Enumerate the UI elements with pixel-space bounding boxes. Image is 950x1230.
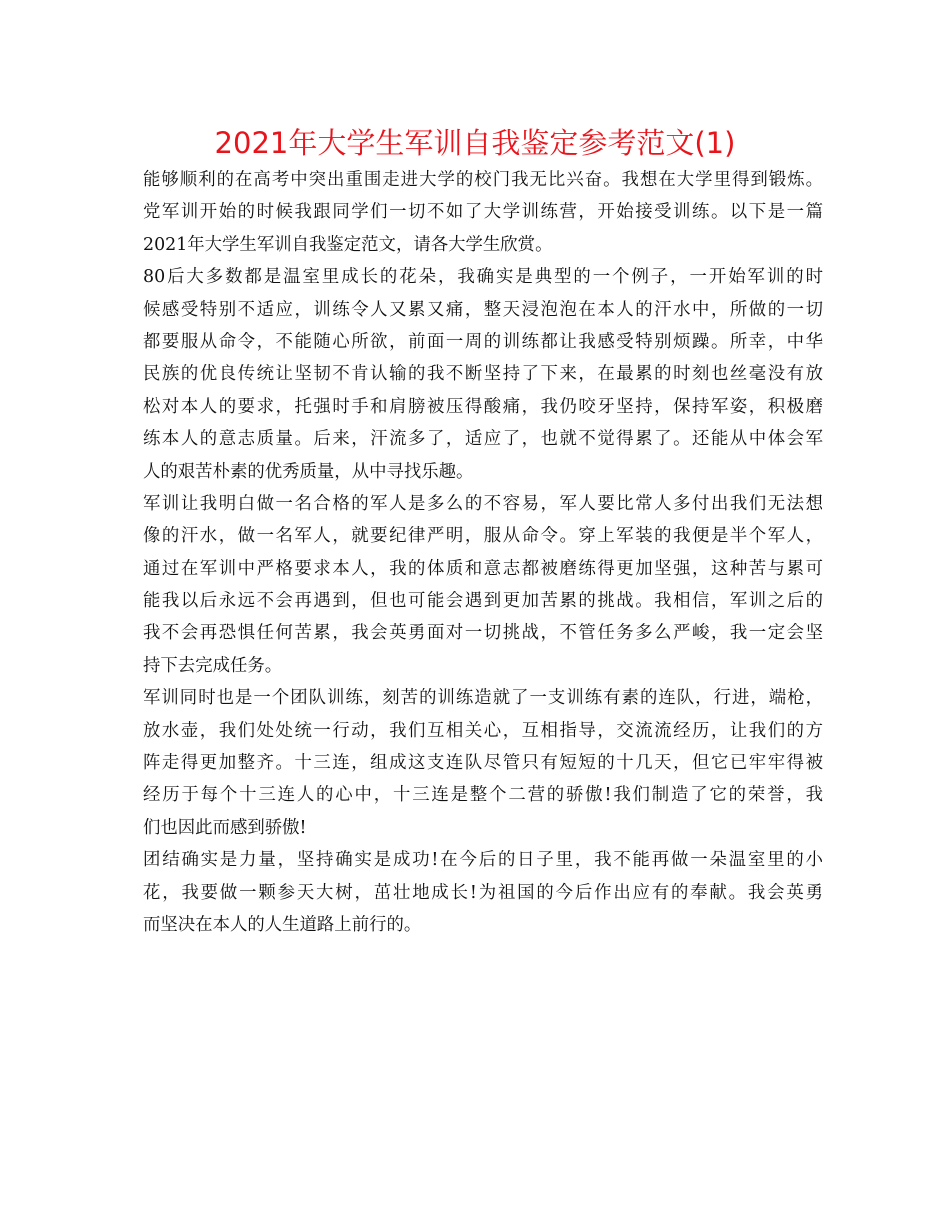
text-line: 民族的优良传统让坚韧不肯认输的我不断坚持了下来，在最累的时刻也丝毫没有放 [143, 364, 823, 385]
text-line: 像的汗水，做一名军人，就要纪律严明，服从命令。穿上军装的我便是半个军人， [143, 526, 823, 547]
text-line: 人的艰苦朴素的优秀质量，从中寻找乐趣。 [143, 461, 474, 482]
text-line: 放水壶，我们处处统一行动，我们互相关心，互相指导，交流流经历，让我们的方 [143, 720, 823, 741]
text-line: 练本人的意志质量。后来，汗流多了，适应了，也就不觉得累了。还能从中体会军 [143, 429, 823, 450]
text-line: 80后大多数都是温室里成长的花朵，我确实是典型的一个例子，一开始军训的时 [143, 267, 823, 288]
text-line: 军训让我明白做一名合格的军人是多么的不容易，军人要比常人多付出我们无法想 [143, 493, 823, 514]
text-line: 松对本人的要求，托强时手和肩膀被压得酸痛，我仍咬牙坚持，保持军姿，积极磨 [143, 396, 823, 417]
document-title: 2021年大学生军训自我鉴定参考范文(1) [214, 126, 736, 160]
text-line: 候感受特别不适应，训练令人又累又痛，整天浸泡泡在本人的汗水中，所做的一切 [143, 299, 823, 320]
text-line: 花，我要做一颗参天大树，茁壮地成长!为祖国的今后作出应有的奉献。我会英勇 [143, 882, 823, 903]
text-line: 我不会再恐惧任何苦累，我会英勇面对一切挑战，不管任务多么严峻，我一定会坚 [143, 623, 823, 644]
text-line: 能够顺利的在高考中突出重围走进大学的校门我无比兴奋。我想在大学里得到锻炼。 [143, 170, 823, 190]
text-line: 通过在军训中严格要求本人，我的体质和意志都被磨练得更加坚强，这种苦与累可 [143, 558, 823, 579]
document-body [143, 164, 823, 941]
text-line: 军训同时也是一个团队训练，刻苦的训练造就了一支训练有素的连队，行进，端枪， [143, 688, 823, 709]
text-line: 2021年大学生军训自我鉴定范文，请各大学生欣赏。 [143, 234, 553, 255]
text-line: 们也因此而感到骄傲! [143, 817, 307, 838]
text-line: 党军训开始的时候我跟同学们一切不如了大学训练营，开始接受训练。以下是一篇 [143, 202, 823, 223]
text-line: 阵走得更加整齐。十三连，组成这支连队尽管只有短短的十几天，但它已牢牢得被 [143, 753, 823, 774]
text-line: 团结确实是力量，坚持确实是成功!在今后的日子里，我不能再做一朵温室里的小 [143, 850, 823, 871]
text-line: 持下去完成任务。 [143, 655, 283, 676]
text-line: 能我以后永远不会再遇到，但也可能会遇到更加苦累的挑战。我相信，军训之后的 [143, 591, 823, 612]
text-line: 而坚决在本人的人生道路上前行的。 [143, 914, 422, 935]
text-line: 都要服从命令，不能随心所欲，前面一周的训练都让我感受特别烦躁。所幸，中华 [143, 331, 823, 352]
text-line: 经历于每个十三连人的心中，十三连是整个二营的骄傲!我们制造了它的荣誉，我 [143, 785, 823, 806]
